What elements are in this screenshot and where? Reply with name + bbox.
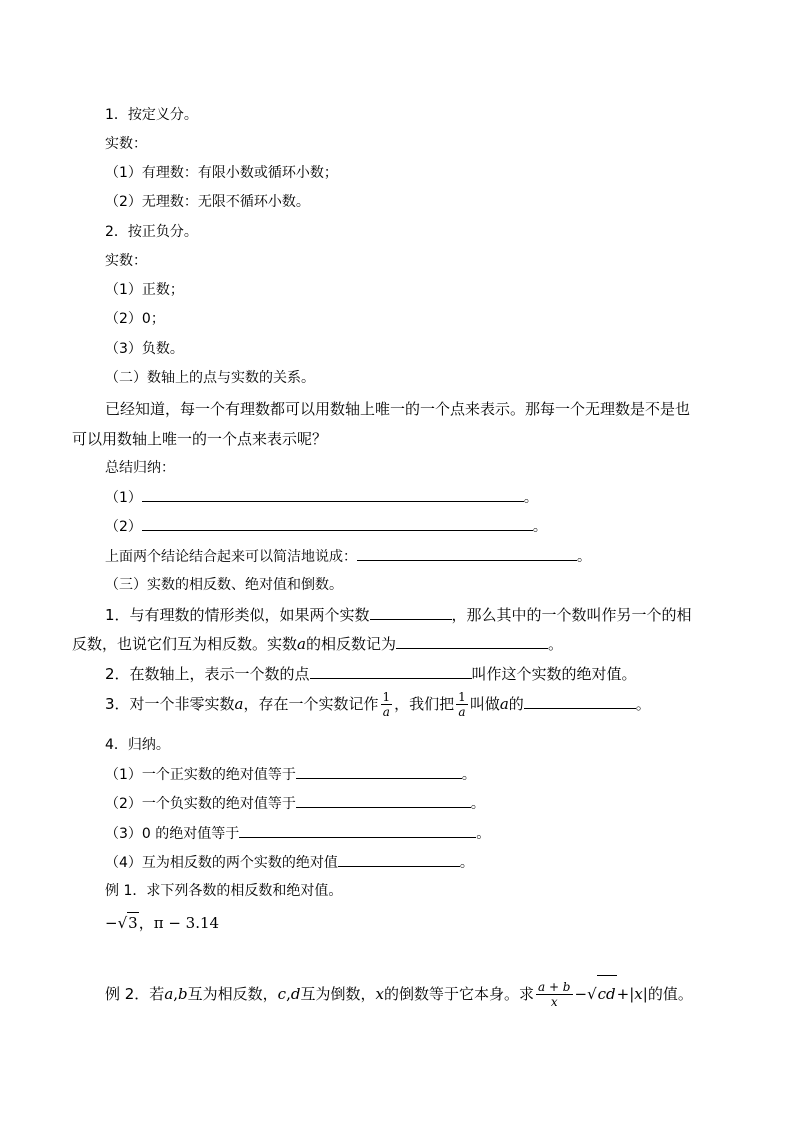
reciprocal-text-d: 叫做 — [469, 695, 500, 713]
fill-line-3 — [105, 546, 591, 567]
fill-line-2 — [105, 516, 547, 537]
abs-x: |x| — [629, 985, 648, 1003]
summary-line-2 — [105, 793, 485, 814]
fraction-numerator-2: 1 — [458, 690, 466, 704]
fraction-one-over-a — [381, 690, 393, 719]
opposite-text-a: 1．与有理数的情形类似，如果两个实数 — [105, 606, 370, 624]
fill-line-3-end: 。 — [577, 549, 591, 565]
example-1-expressions — [105, 912, 219, 933]
var-a-3: a — [499, 695, 509, 713]
summary-end-2: 。 — [470, 796, 485, 812]
absolute-text-a: 2．在数轴上，表示一个数的点 — [105, 665, 310, 683]
comma-2: , — [286, 985, 291, 1003]
reciprocal-text-e: 的 — [508, 695, 524, 713]
fill-line-1-label: （1） — [105, 490, 142, 506]
fraction-a-plus-b-over-x — [536, 980, 573, 1009]
fill-line-2-label: （2） — [105, 519, 142, 535]
answer-blank-11[interactable] — [338, 852, 460, 867]
fill-line-2-end: 。 — [532, 519, 547, 535]
opposite-text-d: 的相反数记为 — [305, 635, 396, 653]
fraction-denominator: a — [382, 705, 390, 719]
fill-line-3-label: 上面两个结论结合起来可以简洁地说成： — [105, 549, 357, 565]
example-2-text-d: 的倒数等于它本身。求 — [383, 985, 534, 1003]
var-x: x — [375, 985, 384, 1003]
fraction-denominator-3: x — [550, 995, 558, 1009]
comma-1: , — [173, 985, 179, 1003]
sqrt-radicand: 3 — [128, 914, 138, 932]
absolute-text-b: 叫作这个实数的绝对值。 — [471, 665, 637, 683]
separator: ， — [138, 914, 154, 932]
var-c: c — [277, 985, 287, 1003]
example-2-text-c: 互为倒数， — [300, 985, 376, 1003]
heading-by-definition: 1．按定义分。 — [105, 107, 198, 123]
paragraph-line-1: 已经知道，每一个有理数都可以用数轴上唯一的一个点来表示。那每一个无理数是不是也 — [105, 400, 691, 418]
var-a-4: a — [164, 985, 174, 1003]
summary-text-2: （2）一个负实数的绝对值等于 — [105, 796, 296, 812]
text-zero: （2）0； — [105, 311, 165, 327]
summary-text-4: （4）互为相反数的两个实数的绝对值 — [105, 855, 338, 871]
var-b: b — [178, 985, 188, 1003]
minus-sign: − — [105, 914, 118, 932]
heading-summary: 4．归纳。 — [105, 737, 170, 753]
text-real-number-2: 实数： — [105, 253, 147, 269]
section-heading-3: （三）实数的相反数、绝对值和倒数。 — [105, 577, 343, 593]
fill-line-1 — [105, 487, 538, 508]
plus-sign: + — [616, 985, 630, 1003]
text-real-number: 实数： — [105, 136, 147, 152]
answer-blank-1[interactable] — [142, 487, 524, 502]
answer-blank-10[interactable] — [239, 823, 476, 838]
text-summary: 总结归纳： — [105, 460, 175, 476]
opposite-line-1 — [105, 605, 692, 625]
sqrt-symbol-2: √ — [587, 985, 597, 1003]
text-negative: （3）负数。 — [105, 341, 184, 357]
var-a-2: a — [234, 695, 244, 713]
fraction-numerator: 1 — [382, 690, 391, 704]
absolute-line — [105, 664, 637, 684]
var-a: a — [297, 635, 306, 653]
sqrt-symbol: √ — [117, 914, 128, 932]
section-heading-2: （二）数轴上的点与实数的关系。 — [105, 370, 315, 386]
answer-blank-5[interactable] — [396, 634, 548, 649]
answer-blank-7[interactable] — [524, 694, 636, 709]
fraction-denominator-2: a — [458, 705, 466, 719]
example-2 — [105, 975, 693, 1012]
answer-blank-2[interactable] — [142, 516, 533, 531]
example-2-text-a: 例 2．若 — [105, 985, 165, 1003]
var-d: d — [290, 985, 301, 1003]
summary-end-4: 。 — [459, 855, 474, 871]
summary-line-1 — [105, 764, 476, 785]
reciprocal-text-b: ，存在一个实数记作 — [243, 695, 379, 713]
answer-blank-4[interactable] — [370, 605, 452, 620]
summary-end-1: 。 — [461, 767, 476, 783]
reciprocal-text-f: 。 — [635, 695, 651, 713]
fill-line-1-end: 。 — [523, 490, 538, 506]
summary-line-4 — [105, 852, 474, 873]
text-irrational: （2）无理数：无限不循环小数。 — [105, 194, 310, 210]
opposite-line-2 — [72, 634, 563, 654]
minus-sign-2: − — [574, 985, 588, 1003]
reciprocal-text-a: 3．对一个非零实数 — [105, 695, 235, 713]
paragraph-line-2: 可以用数轴上唯一的一个点来表示呢？ — [72, 430, 328, 448]
opposite-text-c: 反数，也说它们互为相反数。实数 — [72, 635, 298, 653]
answer-blank-8[interactable] — [296, 764, 462, 779]
opposite-text-e: 。 — [547, 635, 563, 653]
summary-line-3 — [105, 823, 490, 844]
example-2-text-e: 的值。 — [647, 985, 693, 1003]
pi-expression: π − 3.14 — [153, 914, 220, 932]
answer-blank-6[interactable] — [310, 664, 472, 679]
example-1-heading: 例 1．求下列各数的相反数和绝对值。 — [105, 883, 343, 899]
opposite-text-b: ，那么其中的一个数叫作另一个的相 — [451, 606, 692, 624]
fraction-one-over-a-2 — [456, 690, 468, 719]
text-positive: （1）正数； — [105, 282, 184, 298]
sqrt-radicand-2: cd — [597, 975, 617, 1012]
fraction-numerator-3: a + b — [537, 980, 571, 994]
text-rational: （1）有理数：有限小数或循环小数； — [105, 165, 338, 181]
example-2-text-b: 互为相反数， — [187, 985, 278, 1003]
summary-text-3: （3）0 的绝对值等于 — [105, 826, 240, 842]
summary-end-3: 。 — [476, 826, 491, 842]
reciprocal-text-c: ，我们把 — [394, 695, 455, 713]
reciprocal-line — [105, 686, 651, 722]
answer-blank-3[interactable] — [357, 546, 577, 561]
heading-by-sign: 2．按正负分。 — [105, 224, 198, 240]
summary-text-1: （1）一个正实数的绝对值等于 — [105, 767, 296, 783]
answer-blank-9[interactable] — [296, 793, 471, 808]
